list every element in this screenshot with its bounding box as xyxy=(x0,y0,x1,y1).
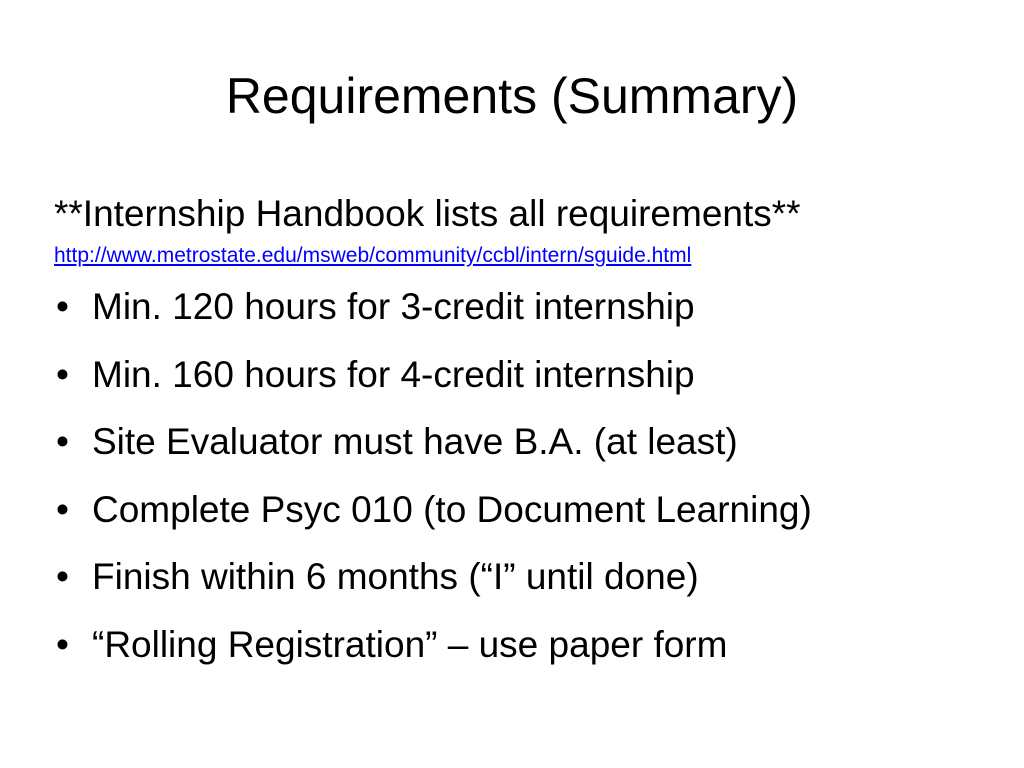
list-item xyxy=(54,620,1014,670)
list-item-text: “Rolling Registration” – use paper form xyxy=(92,623,728,665)
handbook-link[interactable]: http://www.metrostate.edu/msweb/community/ccbl/intern/sguide.html xyxy=(54,244,692,267)
list-item-text: Min. 120 hours for 3-credit internship xyxy=(92,286,695,327)
list-item xyxy=(54,282,1014,332)
bullet-icon: • xyxy=(56,353,69,395)
bullet-icon: • xyxy=(56,488,69,530)
slide-body xyxy=(54,189,1014,687)
bullet-icon: • xyxy=(56,286,69,327)
list-item xyxy=(54,552,1014,602)
slide-title: Requirements (Summary) xyxy=(225,68,799,124)
list-item xyxy=(54,350,1014,400)
list-item xyxy=(54,417,1014,467)
handbook-note: **Internship Handbook lists all requirements** xyxy=(54,193,801,234)
bullet-icon: • xyxy=(56,623,69,665)
list-item-text: Site Evaluator must have B.A. (at least) xyxy=(92,421,738,462)
bullet-icon: • xyxy=(56,556,69,597)
list-item-text: Min. 160 hours for 4-credit internship xyxy=(92,353,695,395)
list-item xyxy=(54,485,1014,535)
list-item-text: Complete Psyc 010 (to Document Learning) xyxy=(92,488,812,530)
list-item-text: Finish within 6 months (“I” until done) xyxy=(92,556,699,597)
requirements-list xyxy=(54,282,1014,670)
bullet-icon: • xyxy=(56,421,69,462)
